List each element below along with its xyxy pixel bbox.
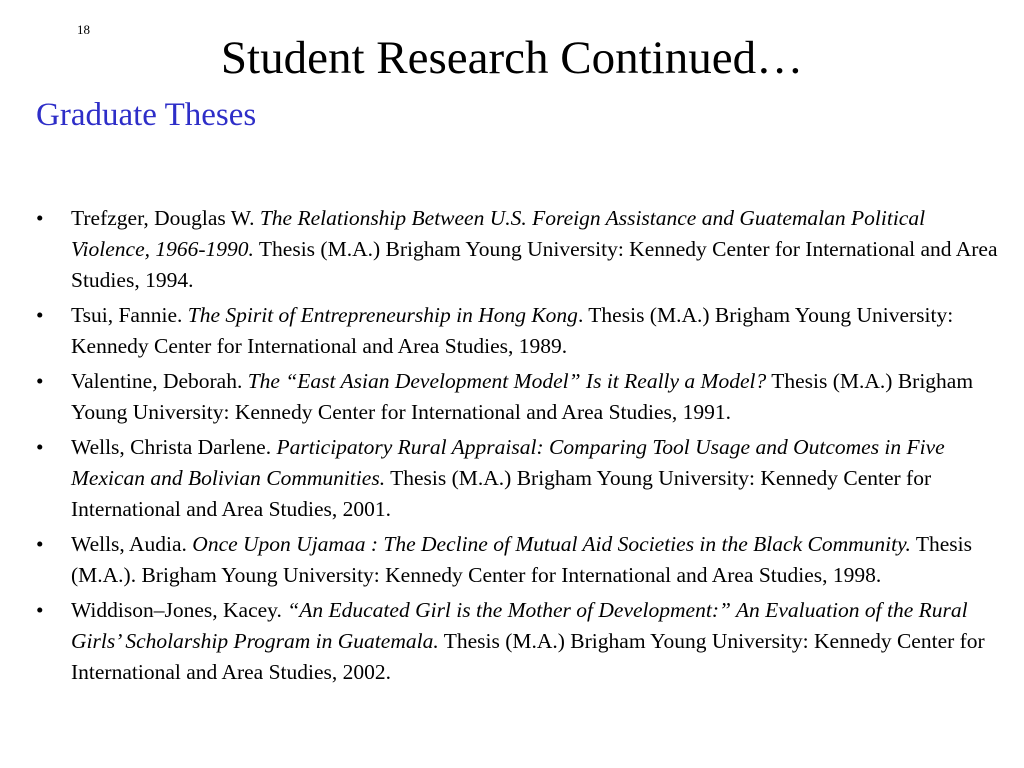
slide-title: Student Research Continued… <box>220 32 804 84</box>
reference-item <box>36 203 1002 296</box>
reference-item <box>36 300 1002 362</box>
reference-detail: Thesis (M.A.). Brigham Young University: Kennedy Center for International and Area Studies, 1998. <box>71 532 972 587</box>
reference-item <box>36 529 1002 591</box>
slide-number: 18 <box>77 22 90 37</box>
bullet-icon: • <box>36 369 44 393</box>
reference-title: Once Upon Ujamaa : The Decline of Mutual Aid Societies in the Black Community. <box>192 532 911 556</box>
reference-item <box>36 366 1002 428</box>
reference-item <box>36 595 1002 688</box>
bullet-icon: • <box>36 435 44 459</box>
bullet-icon: • <box>36 303 44 327</box>
reference-detail: Thesis (M.A.) Brigham Young University: Kennedy Center for International and Area Studies, 2001. <box>71 466 932 521</box>
reference-title: The Spirit of Entrepreneurship in Hong Kong <box>187 303 578 327</box>
reference-author: Widdison–Jones, Kacey. <box>71 598 282 622</box>
bullet-icon: • <box>36 206 44 230</box>
reference-title: “An Educated Girl is the Mother of Development:” An Evaluation of the Rural Girls’ Scholarship Program in Guatemala. <box>71 598 968 653</box>
bullet-icon: • <box>36 532 44 556</box>
reference-author: Tsui, Fannie. <box>71 303 183 327</box>
reference-detail: . Thesis (M.A.) Brigham Young University: Kennedy Center for International and Area Studies, 1989. <box>71 303 954 358</box>
bullet-icon: • <box>36 598 44 622</box>
reference-author: Wells, Audia. <box>71 532 187 556</box>
section-subtitle: Graduate Theses <box>36 97 257 133</box>
reference-list <box>36 203 1002 692</box>
reference-author: Trefzger, Douglas W. <box>71 206 255 230</box>
reference-item <box>36 432 1002 525</box>
reference-author: Wells, Christa Darlene. <box>71 435 272 459</box>
reference-title: The Relationship Between U.S. Foreign Assistance and Guatemalan Political Violence, 1966-1990. <box>71 206 926 261</box>
reference-detail: Thesis (M.A.) Brigham Young University: Kennedy Center for International and Area Studies, 2002. <box>71 629 985 684</box>
reference-detail: Thesis (M.A.) Brigham Young University: Kennedy Center for International and Area Studies, 1991. <box>71 369 974 424</box>
reference-detail: Thesis (M.A.) Brigham Young University: Kennedy Center for International and Area Studies, 1994. <box>71 237 998 292</box>
reference-title: The “East Asian Development Model” Is it Really a Model? <box>247 369 767 393</box>
reference-title: Participatory Rural Appraisal: Comparing Tool Usage and Outcomes in Five Mexican and Bolivian Communities. <box>71 435 945 490</box>
reference-author: Valentine, Deborah. <box>71 369 243 393</box>
